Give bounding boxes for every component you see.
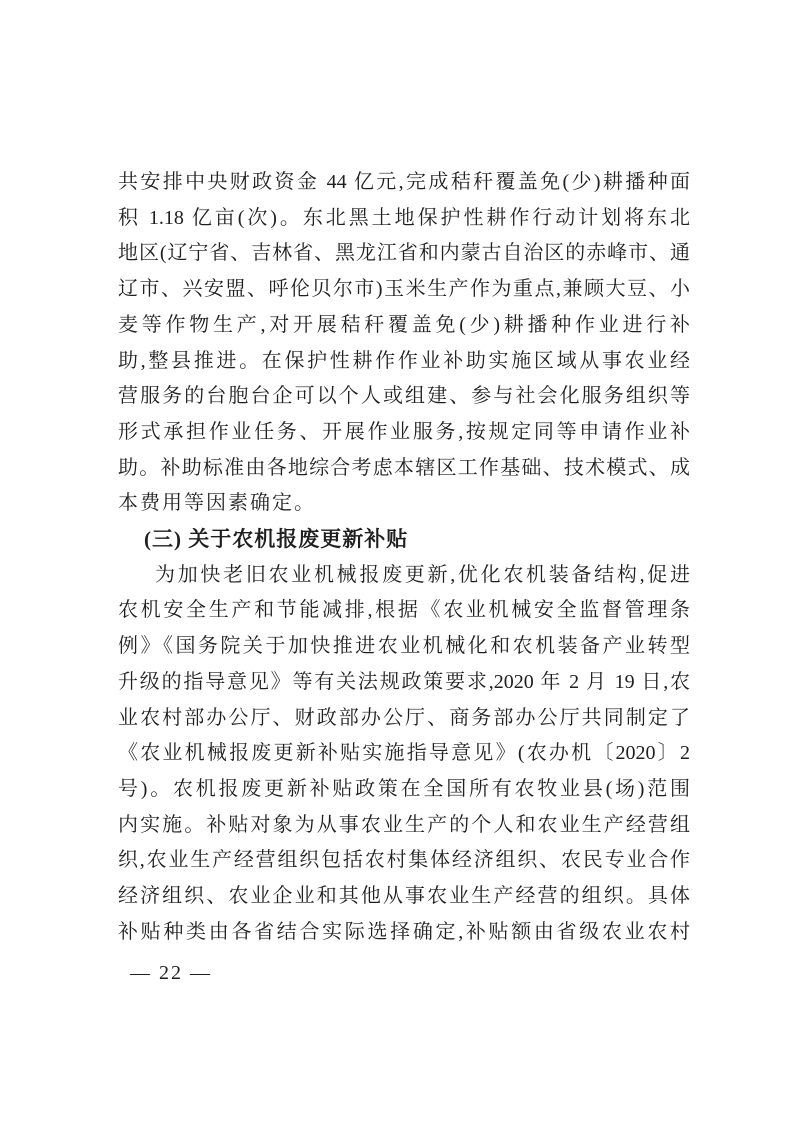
body-line: 积 1.18 亿亩(次)。东北黑土地保护性耕作行动计划将东北 [118,206,690,229]
body-line: 麦等作物生产,对开展秸秆覆盖免(少)耕播种作业进行补 [118,313,690,336]
section-heading: (三) 关于农机报废更新补贴 [144,527,409,552]
body-line: 补贴种类由各省结合实际选择确定,补贴额由省级农业农村 [118,920,690,943]
page-number: — 22 — [130,962,212,984]
body-line: 业农村部办公厅、财政部办公厅、商务部办公厅共同制定了 [118,706,690,729]
body-line: 农机安全生产和节能减排,根据《农业机械安全监督管理条 [118,599,690,622]
body-line: 地区(辽宁省、吉林省、黑龙江省和内蒙古自治区的赤峰市、通 [118,242,690,265]
body-line: 内实施。补贴对象为从事农业生产的个人和农业生产经营组 [118,813,690,836]
body-line: 为加快老旧农业机械报废更新,优化农机装备结构,促进 [155,563,690,586]
body-line: 经济组织、农业企业和其他从事农业生产经营的组织。具体 [118,885,690,908]
body-line: 本费用等因素确定。 [118,492,316,515]
body-line: 织,农业生产经营组织包括农村集体经济组织、农民专业合作 [118,849,690,872]
body-line: 形式承担作业任务、开展作业服务,按规定同等申请作业补 [118,420,690,443]
body-line: 号)。农机报废更新补贴政策在全国所有农牧业县(场)范围 [118,777,690,800]
body-line: 例》《国务院关于加快推进农业机械化和农机装备产业转型 [118,635,690,658]
body-line: 辽市、兴安盟、呼伦贝尔市)玉米生产作为重点,兼顾大豆、小 [118,278,690,301]
body-line: 助,整县推进。在保护性耕作作业补助实施区域从事农业经 [118,349,690,372]
body-line: 营服务的台胞台企可以个人或组建、参与社会化服务组织等 [118,385,690,408]
text-block [118,165,690,950]
body-line: 《农业机械报废更新补贴实施指导意见》(农办机〔2020〕2 [118,742,690,765]
body-line: 助。补助标准由各地综合考虑本辖区工作基础、技术模式、成 [118,456,690,479]
body-line: 共安排中央财政资金 44 亿元,完成秸秆覆盖免(少)耕播种面 [118,171,690,193]
body-line: 升级的指导意见》等有关法规政策要求,2020 年 2 月 19 日,农 [118,670,690,693]
